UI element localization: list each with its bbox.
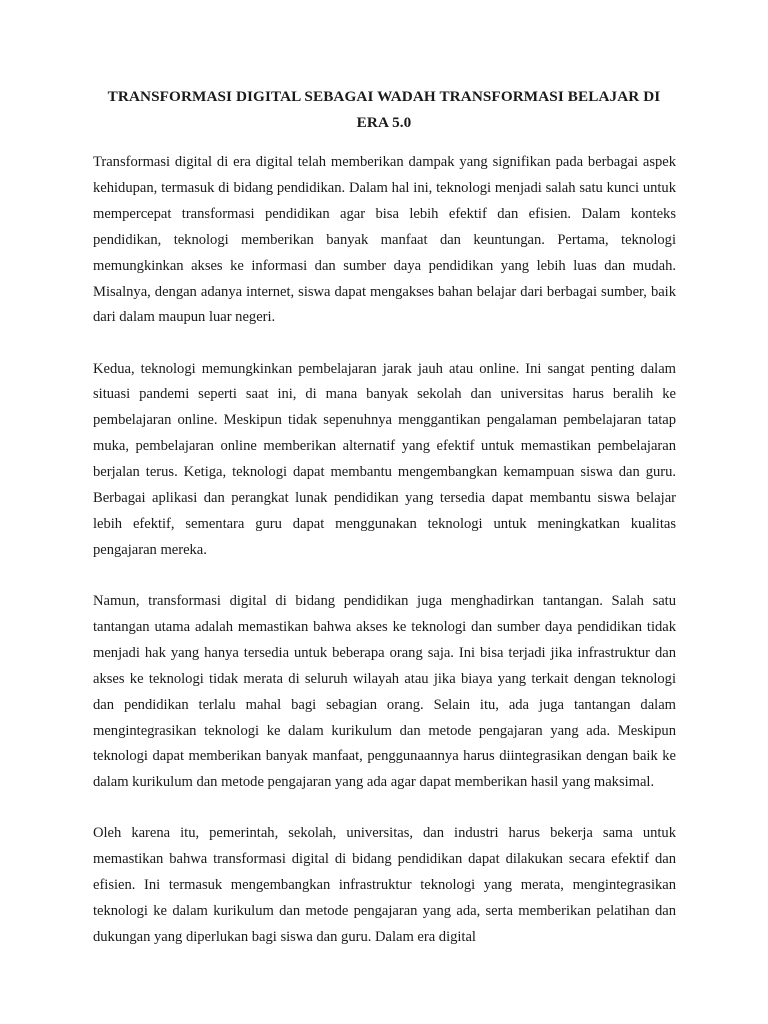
document-body [93, 150, 676, 976]
paragraph-2: Kedua, teknologi memungkinkan pembelajaran jarak jauh atau online. Ini sangat penting dalam situasi pandemi seperti saat ini, di mana banyak sekolah dan universitas harus beralih ke pembelajaran online. Meskipun tidak sepenuhnya menggantikan pengalaman pembelajaran tatap muka, pembelajaran online memberikan alternatif yang efektif untuk memastikan pembelajaran berjalan terus. Ketiga, teknologi dapat membantu mengembangkan kemampuan siswa dan guru. Berbagai aplikasi dan perangkat lunak pendidikan yang tersedia dapat membantu siswa belajar lebih efektif, sementara guru dapat menggunakan teknologi untuk meningkatkan kualitas pengajaran mereka. [93, 360, 676, 558]
paragraph-1: Transformasi digital di era digital telah memberikan dampak yang signifikan pada berbagai aspek kehidupan, termasuk di bidang pendidikan. Dalam hal ini, teknologi menjadi salah satu kunci untuk mempercepat transformasi pendidikan agar bisa lebih efektif dan efisien. Dalam konteks pendidikan, teknologi memberikan banyak manfaat dan keuntungan. Pertama, teknologi memungkinkan akses ke informasi dan sumber daya pendidikan yang lebih luas dan mudah. Misalnya, dengan adanya internet, siswa dapat mengakses bahan belajar dari berbagai sumber, baik dari dalam maupun luar negeri. [93, 154, 676, 326]
paragraph-4: Oleh karena itu, pemerintah, sekolah, universitas, dan industri harus bekerja sama untuk memastikan bahwa transformasi digital di bidang pendidikan dapat dilakukan secara efektif dan efisien. Ini termasuk mengembangkan infrastruktur teknologi yang merata, mengintegrasikan teknologi ke dalam kurikulum dan metode pengajaran yang ada, serta memberikan pelatihan dan dukungan yang diperlukan bagi siswa dan guru. Dalam era digital [93, 825, 676, 946]
paragraph-3: Namun, transformasi digital di bidang pendidikan juga menghadirkan tantangan. Salah satu tantangan utama adalah memastikan bahwa akses ke teknologi dan sumber daya pendidikan tidak menjadi hak yang hanya tersedia untuk beberapa orang saja. Ini bisa terjadi jika infrastruktur dan akses ke teknologi tidak merata di seluruh wilayah atau jika biaya yang terkait dengan teknologi dan pendidikan terlalu mahal bagi sebagian orang. Selain itu, ada juga tantangan dalam mengintegrasikan teknologi ke dalam kurikulum dan metode pengajaran yang ada. Meskipun teknologi dapat memberikan banyak manfaat, penggunaannya harus diintegrasikan dengan baik ke dalam kurikulum dan metode pengajaran yang ada agar dapat memberikan hasil yang maksimal. [93, 592, 676, 791]
document-title: TRANSFORMASI DIGITAL SEBAGAI WADAH TRANSFORMASI BELAJAR DI ERA 5.0 [107, 88, 661, 131]
